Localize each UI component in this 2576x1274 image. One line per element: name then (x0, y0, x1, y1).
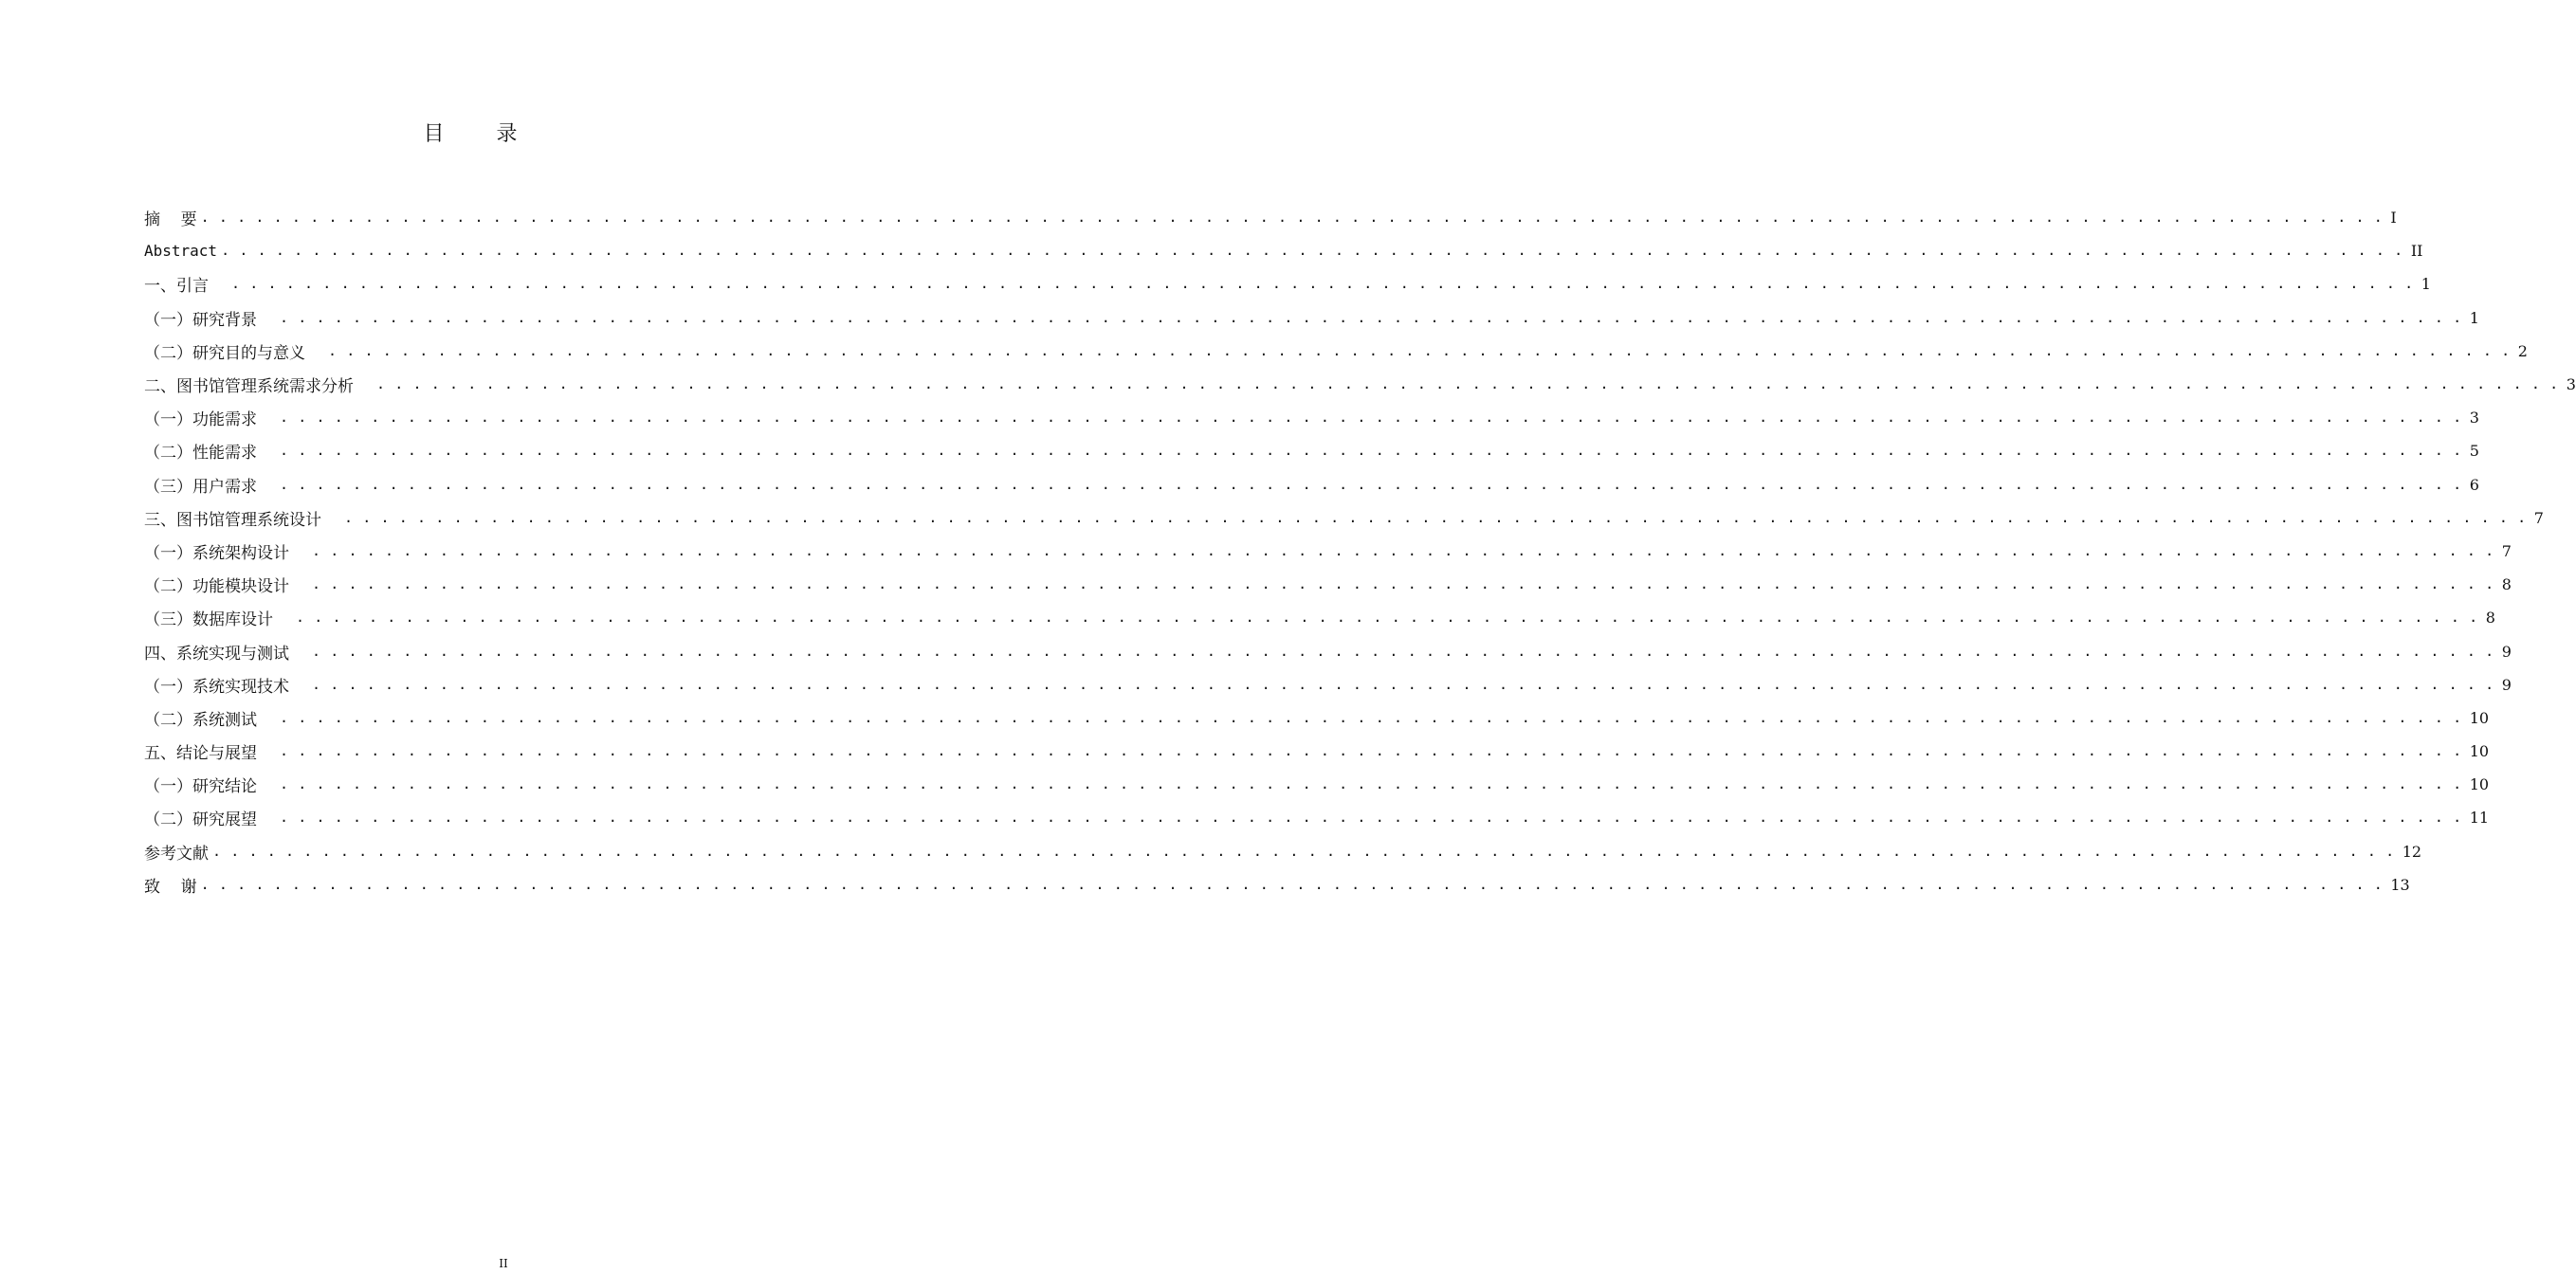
toc-entry-label: 摘 要 (144, 210, 197, 230)
toc-entry[interactable] (144, 267, 2431, 300)
toc-entry-label: （一）功能需求 (144, 410, 257, 430)
toc-dot-leader: . . . . . . . . . . . . . . . . . . . . . . . . . . . . . . . . . . . . . . . . . . . . . . . . . . . . . . . . . . . . . . . . . . . . . . . . . . . . . . . . . . . . . . . . . . . . . . . . . . . . . . . . . . . . . . . . . . . . . . . . (221, 242, 2403, 260)
toc-entry[interactable] (144, 568, 2512, 601)
toc-dot-leader: . . . . . . . . . . . . . . . . . . . . . . . . . . . . . . . . . . . . . . . . . . . . . . . . . . . . . . . . . . . . . . . . . . . . . . . . . . . . . . . . . . . . . . . . . . . . . . . . . . . . . . . . . . . . . . . . . . . . . . . . (312, 675, 2494, 693)
toc-entry[interactable] (144, 634, 2512, 667)
toc-entry-page: 3 (2566, 375, 2576, 394)
toc-entry-page: 10 (2469, 742, 2490, 761)
toc-dot-leader: . . . . . . . . . . . . . . . . . . . . . . . . . . . . . . . . . . . . . . . . . . . . . . . . . . . . . . . . . . . . . . . . . . . . . . . . . . . . . . . . . . . . . . . . . . . . . . . . . . . . . . . . . . . . . . . . . . . . . . . . (280, 809, 2462, 827)
toc-dot-leader: . . . . . . . . . . . . . . . . . . . . . . . . . . . . . . . . . . . . . . . . . . . . . . . . . . . . . . . . . . . . . . . . . . . . . . . . . . . . . . . . . . . . . . . . . . . . . . . . . . . . . . . . . . . . . . . . . . . . . . . . (231, 275, 2414, 293)
toc-entry-label: （二）性能需求 (144, 444, 257, 464)
toc-entry-page: 7 (2533, 508, 2544, 527)
toc-entry-label: 致 谢 (144, 877, 197, 897)
toc-entry-label: （二）功能模块设计 (144, 577, 289, 597)
toc-entry-label: （一）研究背景 (144, 310, 257, 330)
toc-entry-page: 9 (2501, 675, 2512, 694)
toc-entry-page: 5 (2469, 442, 2479, 461)
toc-entry-page: 6 (2469, 475, 2479, 494)
toc-entry-label: 四、系统实现与测试 (144, 644, 289, 664)
toc-entry[interactable] (144, 335, 2528, 368)
toc-entry[interactable] (144, 468, 2479, 501)
toc-entry-label: 参考文献 (144, 844, 209, 864)
toc-dot-leader: . . . . . . . . . . . . . . . . . . . . . . . . . . . . . . . . . . . . . . . . . . . . . . . . . . . . . . . . . . . . . . . . . . . . . . . . . . . . . . . . . . . . . . . . . . . . . . . . . . . . . . . . . . . . . . . . . . . . . . . . (200, 875, 2384, 893)
toc-entry[interactable] (144, 501, 2544, 535)
toc-entry[interactable] (144, 401, 2479, 434)
toc-entry-page: II (2410, 242, 2423, 261)
toc-entry-label: （二）研究目的与意义 (144, 343, 305, 363)
toc-entry-page: 3 (2469, 409, 2479, 428)
toc-dot-leader: . . . . . . . . . . . . . . . . . . . . . . . . . . . . . . . . . . . . . . . . . . . . . . . . . . . . . . . . . . . . . . . . . . . . . . . . . . . . . . . . . . . . . . . . . . . . . . . . . . . . . . . . . . . . . . . . . . . . . . . . (212, 842, 2395, 860)
toc-entry-page: 7 (2501, 541, 2512, 560)
toc-entry-page: 1 (2421, 275, 2431, 294)
page-title: 目 录 (423, 122, 540, 146)
toc-entry-label: （一）系统架构设计 (144, 543, 289, 563)
toc-dot-leader: . . . . . . . . . . . . . . . . . . . . . . . . . . . . . . . . . . . . . . . . . . . . . . . . . . . . . . . . . . . . . . . . . . . . . . . . . . . . . . . . . . . . . . . . . . . . . . . . . . . . . . . . . . . . . . . . . . . . . . . . (312, 642, 2494, 660)
toc-entry-page: 11 (2469, 809, 2490, 828)
toc-entry[interactable] (144, 701, 2490, 735)
toc-dot-leader: . . . . . . . . . . . . . . . . . . . . . . . . . . . . . . . . . . . . . . . . . . . . . . . . . . . . . . . . . . . . . . . . . . . . . . . . . . . . . . . . . . . . . . . . . . . . . . . . . . . . . . . . . . . . . . . . . . . . . . . . (280, 308, 2462, 326)
toc-entry[interactable] (144, 434, 2479, 467)
toc-entry-label: （二）研究展望 (144, 810, 257, 830)
toc-entry-label: 五、结论与展望 (144, 744, 257, 764)
toc-dot-leader: . . . . . . . . . . . . . . . . . . . . . . . . . . . . . . . . . . . . . . . . . . . . . . . . . . . . . . . . . . . . . . . . . . . . . . . . . . . . . . . . . . . . . . . . . . . . . . . . . . . . . . . . . . . . . . . . . . . . . . . . (376, 375, 2559, 393)
toc-dot-leader: . . . . . . . . . . . . . . . . . . . . . . . . . . . . . . . . . . . . . . . . . . . . . . . . . . . . . . . . . . . . . . . . . . . . . . . . . . . . . . . . . . . . . . . . . . . . . . . . . . . . . . . . . . . . . . . . . . . . . . . . (296, 609, 2478, 627)
toc-entry-label: 一、引言 (144, 277, 209, 297)
toc-entry-label: 二、图书馆管理系统需求分析 (144, 377, 354, 397)
toc-dot-leader: . . . . . . . . . . . . . . . . . . . . . . . . . . . . . . . . . . . . . . . . . . . . . . . . . . . . . . . . . . . . . . . . . . . . . . . . . . . . . . . . . . . . . . . . . . . . . . . . . . . . . . . . . . . . . . . . . . . . . . . . (280, 442, 2462, 460)
toc-entry-label: （一）系统实现技术 (144, 677, 289, 697)
toc-entry[interactable] (144, 868, 2410, 901)
toc-entry-label: （三）用户需求 (144, 477, 257, 497)
toc-entry-page: I (2390, 209, 2397, 228)
toc-dot-leader: . . . . . . . . . . . . . . . . . . . . . . . . . . . . . . . . . . . . . . . . . . . . . . . . . . . . . . . . . . . . . . . . . . . . . . . . . . . . . . . . . . . . . . . . . . . . . . . . . . . . . . . . . . . . . . . . . . . . . . . . (328, 341, 2511, 359)
toc-entry-page: 10 (2469, 775, 2490, 794)
toc-dot-leader: . . . . . . . . . . . . . . . . . . . . . . . . . . . . . . . . . . . . . . . . . . . . . . . . . . . . . . . . . . . . . . . . . . . . . . . . . . . . . . . . . . . . . . . . . . . . . . . . . . . . . . . . . . . . . . . . . . . . . . . . (280, 775, 2462, 793)
toc-dot-leader: . . . . . . . . . . . . . . . . . . . . . . . . . . . . . . . . . . . . . . . . . . . . . . . . . . . . . . . . . . . . . . . . . . . . . . . . . . . . . . . . . . . . . . . . . . . . . . . . . . . . . . . . . . . . . . . . . . . . . . . . (280, 742, 2462, 760)
toc-entry-page: 9 (2501, 642, 2512, 661)
toc-dot-leader: . . . . . . . . . . . . . . . . . . . . . . . . . . . . . . . . . . . . . . . . . . . . . . . . . . . . . . . . . . . . . . . . . . . . . . . . . . . . . . . . . . . . . . . . . . . . . . . . . . . . . . . . . . . . . . . . . . . . . . . . (344, 508, 2527, 526)
toc-entry[interactable] (144, 735, 2490, 768)
toc-entry-page: 2 (2517, 341, 2528, 360)
toc-entry-page: 8 (2501, 575, 2512, 594)
toc-dot-leader: . . . . . . . . . . . . . . . . . . . . . . . . . . . . . . . . . . . . . . . . . . . . . . . . . . . . . . . . . . . . . . . . . . . . . . . . . . . . . . . . . . . . . . . . . . . . . . . . . . . . . . . . . . . . . . . . . . . . . . . . (200, 209, 2384, 227)
toc-entry[interactable] (144, 234, 2423, 267)
toc-entry[interactable] (144, 201, 2397, 234)
toc-entry-label: （二）系统测试 (144, 710, 257, 730)
toc-entry-page: 8 (2485, 609, 2495, 628)
toc-entry-label: Abstract (144, 242, 218, 261)
toc-entry-label: （一）研究结论 (144, 777, 257, 797)
toc-entry[interactable] (144, 601, 2495, 634)
toc-entry-label: （三）数据库设计 (144, 610, 273, 630)
toc-dot-leader: . . . . . . . . . . . . . . . . . . . . . . . . . . . . . . . . . . . . . . . . . . . . . . . . . . . . . . . . . . . . . . . . . . . . . . . . . . . . . . . . . . . . . . . . . . . . . . . . . . . . . . . . . . . . . . . . . . . . . . . . (280, 409, 2462, 427)
toc-entry[interactable] (144, 835, 2422, 868)
toc-entry-label: 三、图书馆管理系统设计 (144, 510, 321, 530)
toc-dot-leader: . . . . . . . . . . . . . . . . . . . . . . . . . . . . . . . . . . . . . . . . . . . . . . . . . . . . . . . . . . . . . . . . . . . . . . . . . . . . . . . . . . . . . . . . . . . . . . . . . . . . . . . . . . . . . . . . . . . . . . . . (280, 708, 2462, 726)
toc-dot-leader: . . . . . . . . . . . . . . . . . . . . . . . . . . . . . . . . . . . . . . . . . . . . . . . . . . . . . . . . . . . . . . . . . . . . . . . . . . . . . . . . . . . . . . . . . . . . . . . . . . . . . . . . . . . . . . . . . . . . . . . . (312, 541, 2494, 559)
page-number: II (499, 1257, 508, 1270)
toc-entry[interactable] (144, 368, 2576, 401)
toc-entry-page: 13 (2390, 875, 2410, 894)
toc-entry[interactable] (144, 801, 2490, 834)
toc-entry[interactable] (144, 535, 2512, 568)
toc-dot-leader: . . . . . . . . . . . . . . . . . . . . . . . . . . . . . . . . . . . . . . . . . . . . . . . . . . . . . . . . . . . . . . . . . . . . . . . . . . . . . . . . . . . . . . . . . . . . . . . . . . . . . . . . . . . . . . . . . . . . . . . . (280, 475, 2462, 493)
table-of-contents (144, 201, 2576, 901)
toc-entry-page: 12 (2402, 842, 2422, 861)
toc-entry[interactable] (144, 668, 2512, 701)
toc-dot-leader: . . . . . . . . . . . . . . . . . . . . . . . . . . . . . . . . . . . . . . . . . . . . . . . . . . . . . . . . . . . . . . . . . . . . . . . . . . . . . . . . . . . . . . . . . . . . . . . . . . . . . . . . . . . . . . . . . . . . . . . . (312, 575, 2494, 593)
toc-entry-page: 1 (2469, 308, 2479, 327)
toc-entry-page: 10 (2469, 708, 2490, 727)
toc-entry[interactable] (144, 768, 2490, 801)
toc-entry[interactable] (144, 301, 2479, 335)
